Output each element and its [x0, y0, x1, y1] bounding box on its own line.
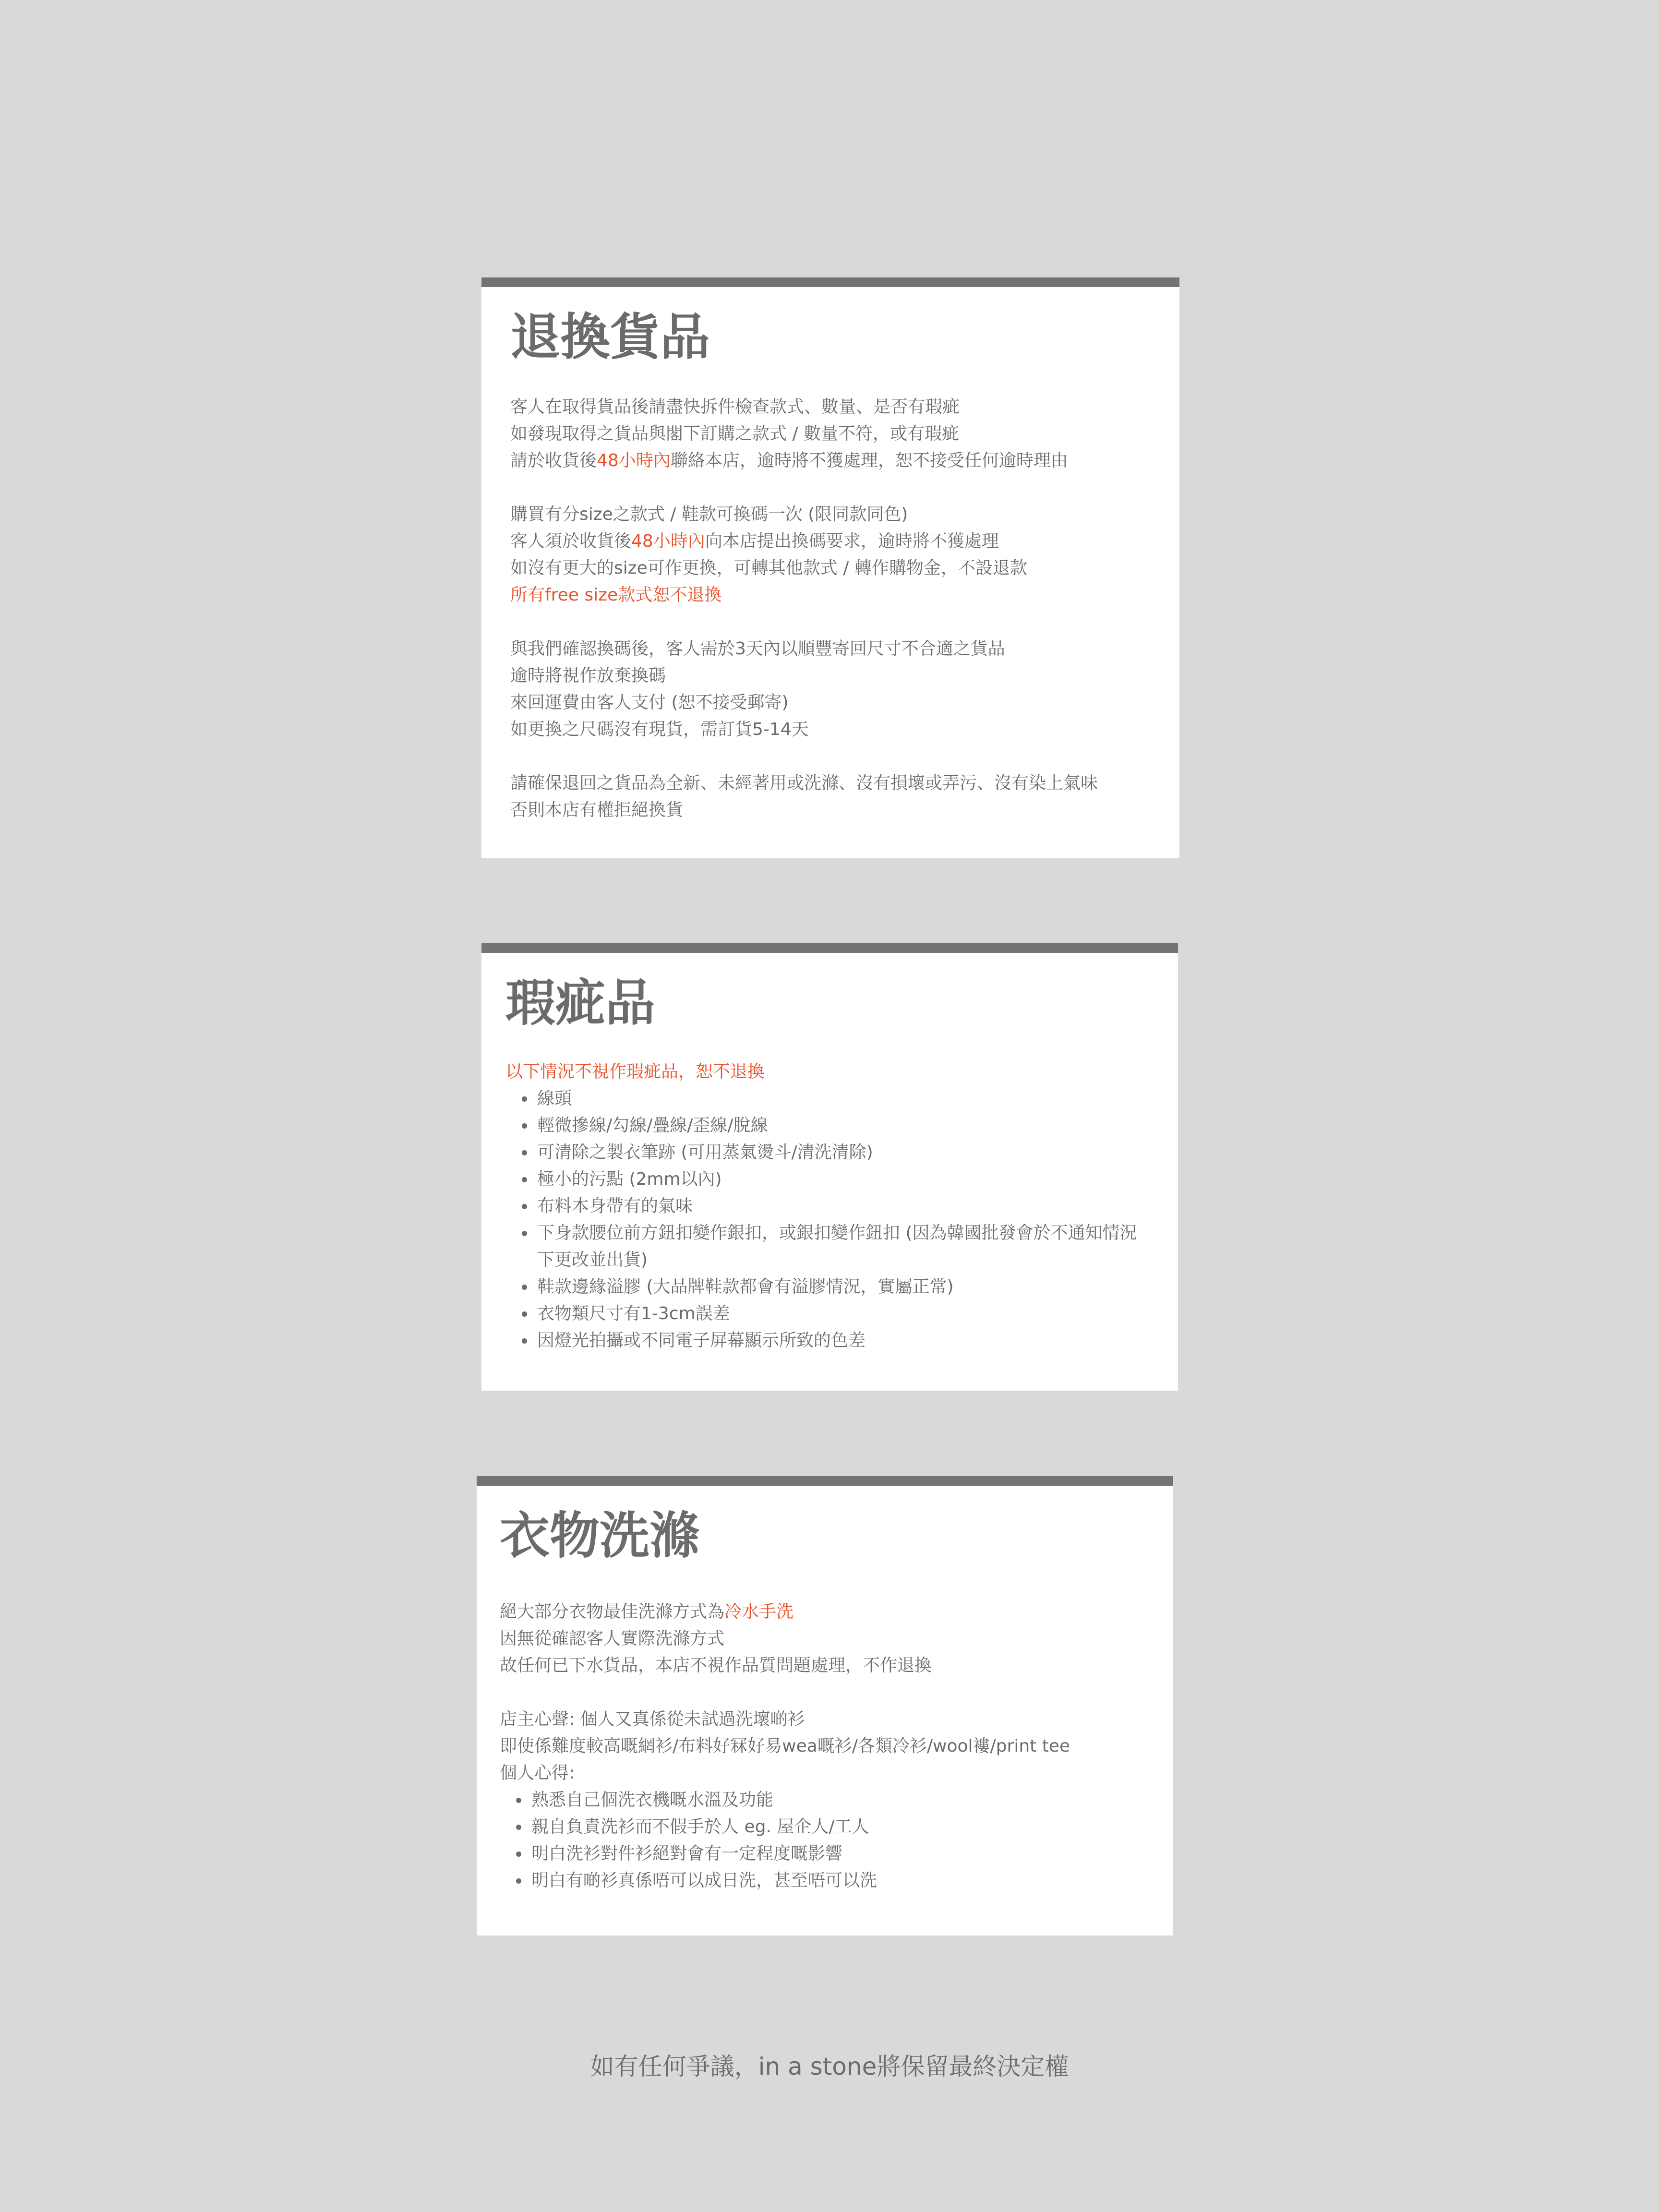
bullet-icon [522, 1231, 527, 1236]
defects-title: 瑕疵品 [505, 974, 656, 1032]
returns-p3-line4: 如更換之尺碼沒有現貨，需訂貨5-14天 [510, 720, 809, 739]
dispute-footer: 如有任何爭議，in a stone將保留最終決定權 [590, 2053, 1069, 2080]
returns-paragraphs [510, 394, 1098, 824]
defects-body [505, 1058, 1149, 1354]
returns-deadline-highlight: 48小時內 [597, 451, 671, 470]
paragraph-gap [510, 743, 1098, 770]
defects-intro: 以下情況不視作瑕疵品，恕不退換 [505, 1062, 765, 1082]
bullet-icon [522, 1204, 527, 1209]
washing-body [500, 1599, 1070, 1894]
washing-line6: 個人心得: [500, 1763, 575, 1783]
defects-card-bar [481, 943, 1178, 953]
washing-tip-item: 明白有啲衫真係唔可以成日洗，甚至唔可以洗 [500, 1867, 1070, 1894]
returns-p2-line2 [510, 528, 1098, 555]
returns-card-bar [481, 277, 1179, 287]
returns-p4-line2: 否則本店有權拒絕換貨 [510, 800, 684, 820]
defects-list-item: 線頭 [505, 1085, 1149, 1112]
defects-list-item: 可清除之製衣筆跡 (可用蒸氣燙斗/清洗清除) [505, 1139, 1149, 1166]
defects-list [505, 1085, 1149, 1354]
bullet-icon [522, 1150, 527, 1155]
washing-card-bar [477, 1476, 1173, 1486]
exchange-deadline-highlight: 48小時內 [631, 531, 705, 551]
defects-card [481, 943, 1178, 1391]
washing-line4: 店主心聲: 個人又真係從未試過洗壞啲衫 [500, 1709, 805, 1729]
returns-p1-line3-post: 聯絡本店，逾時將不獲處理，恕不接受任何逾時理由 [670, 451, 1068, 470]
returns-p2-line3: 如沒有更大的size可作更換，可轉其他款式 / 轉作購物金，不設退款 [510, 558, 1027, 578]
defects-list-item: 因燈光拍攝或不同電子屏幕顯示所致的色差 [505, 1327, 1149, 1354]
returns-p3-line1: 與我們確認換碼後，客人需於3天內以順豐寄回尺寸不合適之貨品 [510, 639, 1005, 659]
washing-line5: 即使係難度較高嘅網衫/布料好冧好易wea嘅衫/各類冷衫/wool褸/print tee [500, 1736, 1070, 1756]
bullet-icon [522, 1285, 527, 1290]
washing-line2: 因無從確認客人實際洗滌方式 [500, 1629, 725, 1648]
bullet-icon [516, 1798, 521, 1803]
washing-tip-item: 親自負責洗衫而不假手於人 eg. 屋企人/工人 [500, 1814, 1070, 1840]
washing-line1-pre: 絕大部分衣物最佳洗滌方式為 [500, 1602, 725, 1622]
defects-list-item: 極小的污點 (2mm以內) [505, 1166, 1149, 1193]
paragraph-gap [510, 474, 1098, 501]
washing-tip-item: 熟悉自己個洗衣機嘅水溫及功能 [500, 1787, 1070, 1814]
returns-p3-line3: 來回運費由客人支付 (恕不接受郵寄) [510, 693, 789, 712]
bullet-icon [522, 1177, 527, 1182]
bullet-icon [522, 1096, 527, 1102]
washing-tip-item: 明白洗衫對件衫絕對會有一定程度嘅影響 [500, 1840, 1070, 1867]
bullet-icon [522, 1311, 527, 1317]
returns-title: 退換貨品 [510, 308, 710, 366]
defects-list-item: 下身款腰位前方鈕扣變作銀扣，或銀扣變作鈕扣 (因為韓國批發會於不通知情況下更改並出貨) [505, 1220, 1142, 1274]
returns-p1-line3-pre: 請於收貨後 [510, 451, 597, 470]
bullet-icon [516, 1825, 521, 1830]
returns-p4-line1: 請確保退回之貨品為全新、未經著用或洗滌、沒有損壞或弄污、沒有染上氣味 [510, 773, 1098, 793]
cold-hand-wash-highlight: 冷水手洗 [724, 1602, 794, 1622]
returns-p2-line1: 購買有分size之款式 / 鞋款可換碼一次 (限同款同色) [510, 505, 908, 524]
washing-tips-list [500, 1787, 1070, 1894]
defects-list-item: 輕微摻線/勾線/疊線/歪線/脫線 [505, 1112, 1149, 1139]
defects-list-item: 衣物類尺寸有1-3cm誤差 [505, 1300, 1149, 1327]
returns-p1-line2: 如發現取得之貨品與閣下訂購之款式 / 數量不符，或有瑕疵 [510, 424, 960, 444]
bullet-icon [522, 1338, 527, 1344]
defects-list-item: 布料本身帶有的氣味 [505, 1193, 1149, 1220]
returns-p1-line3 [510, 447, 1098, 474]
bullet-icon [522, 1123, 527, 1129]
defects-list-item: 鞋款邊緣溢膠 (大品牌鞋款都會有溢膠情況，實屬正常) [505, 1274, 1149, 1300]
returns-p3-line2: 逾時將視作放棄換碼 [510, 666, 666, 685]
bullet-icon [516, 1878, 521, 1884]
returns-p2-line2-pre: 客人須於收貨後 [510, 531, 632, 551]
free-size-notice: 所有free size款式恕不退換 [510, 585, 722, 605]
washing-title: 衣物洗滌 [500, 1506, 700, 1565]
paragraph-gap [500, 1679, 1070, 1706]
returns-p2-line2-post: 向本店提出換碼要求，逾時將不獲處理 [705, 531, 999, 551]
washing-line3: 故任何已下水貨品，本店不視作品質問題處理，不作退換 [500, 1656, 932, 1675]
washing-line1 [500, 1599, 1070, 1625]
washing-card [477, 1476, 1173, 1936]
paragraph-gap [510, 609, 1098, 636]
bullet-icon [516, 1851, 521, 1857]
returns-p1-line1: 客人在取得貨品後請盡快拆件檢查款式、數量、是否有瑕疵 [510, 397, 960, 417]
